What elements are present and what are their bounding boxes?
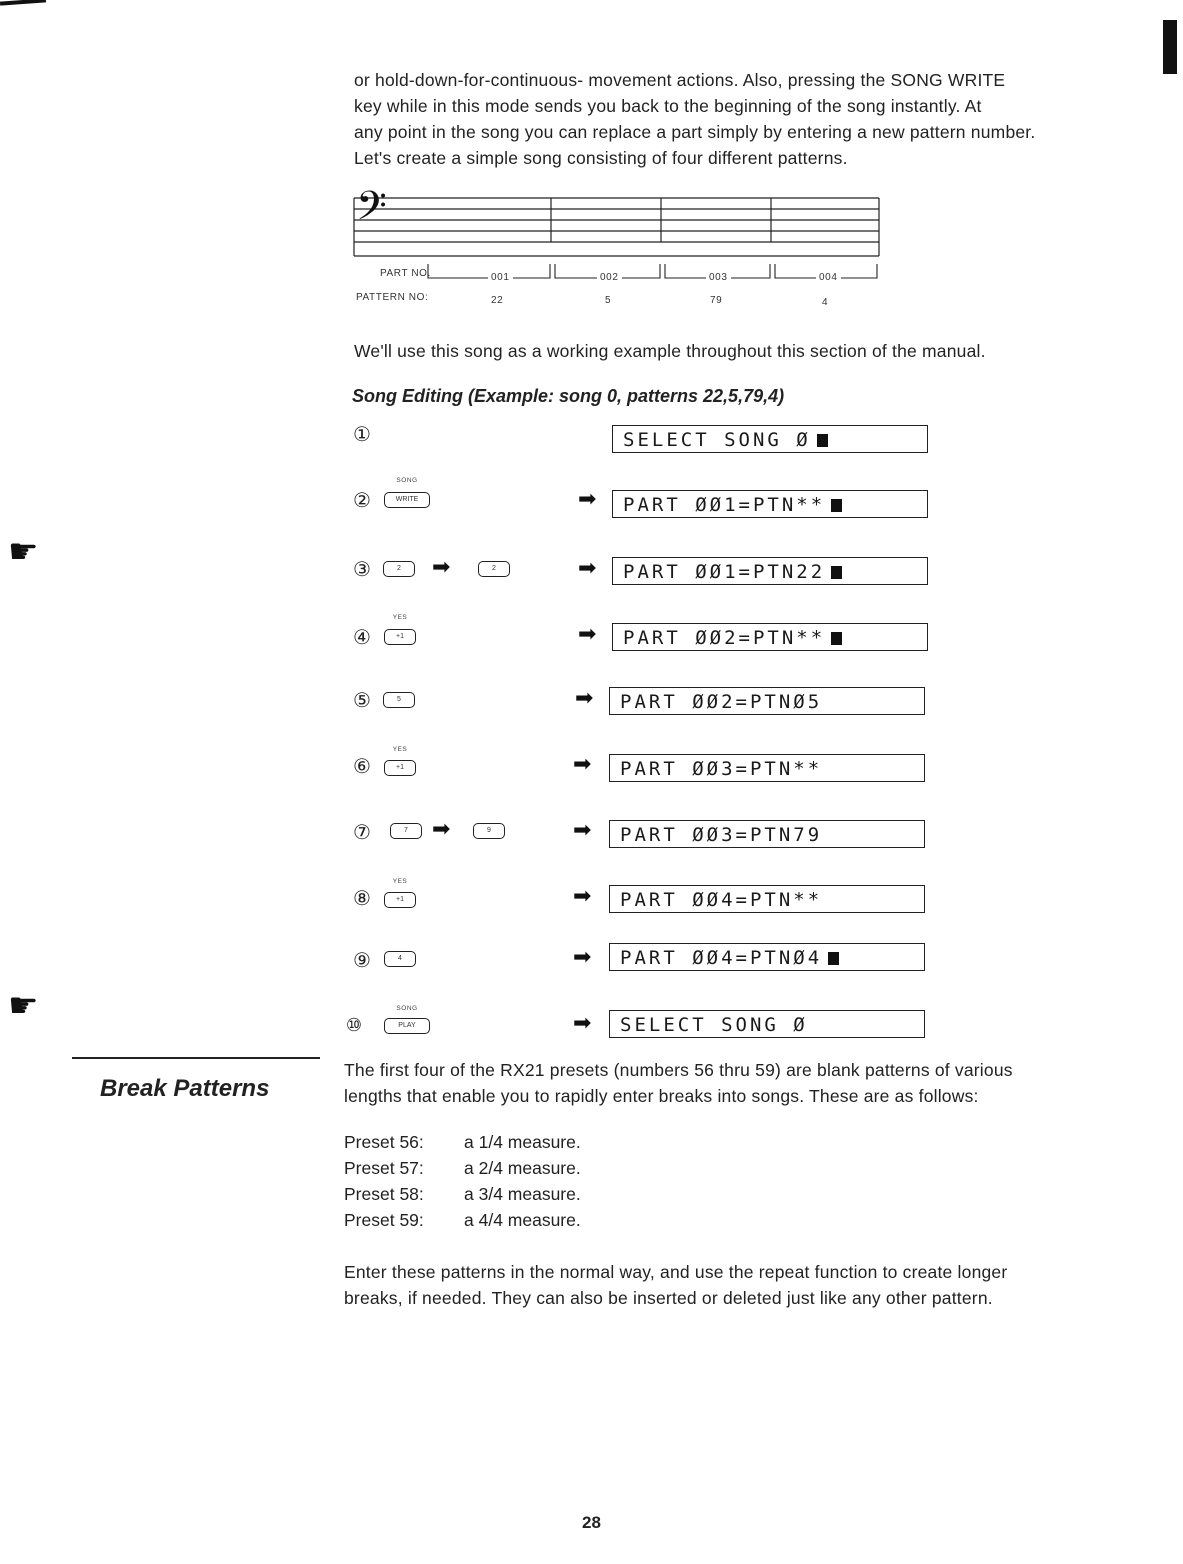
preset-name: Preset 59: <box>344 1210 424 1230</box>
key-caption: YES <box>392 614 408 621</box>
lcd-display <box>609 687 925 715</box>
step-number: ② <box>353 488 371 512</box>
preset-list <box>344 1129 581 1233</box>
text-line: Enter these patterns in the normal way, and use the repeat function to create longer <box>344 1262 1008 1282</box>
list-item <box>344 1207 581 1233</box>
part-number: 004 <box>816 272 841 283</box>
text-line: Let's create a simple song consisting of four different patterns. <box>354 148 848 168</box>
cursor-block-icon <box>817 434 828 447</box>
lcd-text: PART ØØ4=PTNØ4 <box>620 947 823 969</box>
number-key-5[interactable]: 5 <box>383 692 415 708</box>
song-play-key[interactable]: PLAY <box>384 1018 430 1034</box>
heavy-right-arrow-icon: ➡ <box>575 686 594 711</box>
pattern-number: 22 <box>491 295 504 306</box>
preset-name: Preset 57: <box>344 1158 424 1178</box>
step-number: ⑨ <box>353 948 371 972</box>
heavy-right-arrow-icon: ➡ <box>432 555 451 580</box>
yes-plus-one-key[interactable]: +1 <box>384 760 416 776</box>
lcd-display <box>609 820 925 848</box>
number-key-9[interactable]: 9 <box>473 823 505 839</box>
lcd-display <box>609 885 925 913</box>
step-number: ① <box>353 422 371 446</box>
preset-desc: a 2/4 measure. <box>464 1158 581 1178</box>
closing-paragraph <box>344 1259 1114 1311</box>
text-line: lengths that enable you to rapidly enter breaks into songs. These are as follows: <box>344 1086 979 1106</box>
song-write-key[interactable]: WRITE <box>384 492 430 508</box>
lcd-text: PART ØØ2=PTN** <box>623 627 826 649</box>
cursor-block-icon <box>831 566 842 579</box>
scan-corner-mark <box>0 0 46 6</box>
yes-plus-one-key[interactable]: +1 <box>384 629 416 645</box>
pattern-no-label: PATTERN NO: <box>356 292 429 303</box>
step-number: ③ <box>353 557 371 581</box>
step-number: ⑤ <box>353 688 371 712</box>
heavy-right-arrow-icon: ➡ <box>573 945 592 970</box>
lcd-text: PART ØØ2=PTNØ5 <box>620 691 823 713</box>
text-line: breaks, if needed. They can also be inserted or deleted just like any other pattern. <box>344 1288 993 1308</box>
preset-desc: a 3/4 measure. <box>464 1184 581 1204</box>
step-number: ⑦ <box>353 820 371 844</box>
lcd-display <box>609 1010 925 1038</box>
break-paragraph <box>344 1057 1114 1109</box>
heavy-right-arrow-icon: ➡ <box>573 884 592 909</box>
pattern-number: 79 <box>710 295 723 306</box>
lcd-text: PART ØØ3=PTN79 <box>620 824 823 846</box>
text-line: any point in the song you can replace a part simply by entering a new pattern number. <box>354 122 1036 142</box>
cursor-block-icon <box>828 952 839 965</box>
yes-plus-one-key[interactable]: +1 <box>384 892 416 908</box>
lcd-text: PART ØØ3=PTN** <box>620 758 823 780</box>
list-item <box>344 1129 581 1155</box>
lcd-display <box>609 754 925 782</box>
preset-desc: a 4/4 measure. <box>464 1210 581 1230</box>
part-number: 001 <box>488 272 513 283</box>
heavy-right-arrow-icon: ➡ <box>578 556 597 581</box>
number-key-2[interactable]: 2 <box>383 561 415 577</box>
pattern-number: 5 <box>605 295 612 306</box>
page-number: 28 <box>582 1513 601 1532</box>
edge-tab-mark <box>1163 20 1177 74</box>
lcd-display <box>609 943 925 971</box>
key-caption: YES <box>392 878 408 885</box>
hand-pointer-icon: ☛ <box>8 986 39 1026</box>
key-caption: SONG <box>396 477 418 484</box>
number-key-7[interactable]: 7 <box>390 823 422 839</box>
step-number: ⑩ <box>345 1015 363 1036</box>
cursor-block-icon <box>831 632 842 645</box>
list-item <box>344 1181 581 1207</box>
hand-pointer-icon: ☛ <box>8 532 39 572</box>
lcd-text: PART ØØ1=PTN22 <box>623 561 826 583</box>
lcd-display <box>612 623 928 651</box>
part-number: 002 <box>597 272 622 283</box>
step-number: ⑥ <box>353 754 371 778</box>
staff-diagram <box>350 190 890 315</box>
lcd-text: SELECT SONG Ø <box>620 1014 808 1036</box>
intro-paragraph <box>354 67 1114 171</box>
part-no-label: PART NO. <box>380 268 431 279</box>
key-caption: SONG <box>396 1005 418 1012</box>
key-caption: YES <box>392 746 408 753</box>
lcd-display <box>612 490 928 518</box>
step-number: ⑧ <box>353 886 371 910</box>
text-line: The first four of the RX21 presets (numbers 56 thru 59) are blank patterns of various <box>344 1060 1013 1080</box>
heavy-right-arrow-icon: ➡ <box>573 818 592 843</box>
lcd-text: SELECT SONG Ø <box>623 429 811 451</box>
pattern-number: 4 <box>822 297 829 308</box>
text-line: or hold-down-for-continuous- movement actions. Also, pressing the SONG WRITE <box>354 70 1006 90</box>
lcd-text: PART ØØ4=PTN** <box>620 889 823 911</box>
lcd-display <box>612 425 928 453</box>
heavy-right-arrow-icon: ➡ <box>578 622 597 647</box>
example-note: We'll use this song as a working example throughout this section of the manual. <box>354 341 986 361</box>
part-number: 003 <box>706 272 731 283</box>
heavy-right-arrow-icon: ➡ <box>578 487 597 512</box>
heavy-right-arrow-icon: ➡ <box>432 817 451 842</box>
heavy-right-arrow-icon: ➡ <box>573 1011 592 1036</box>
number-key-2[interactable]: 2 <box>478 561 510 577</box>
text-line: key while in this mode sends you back to the beginning of the song instantly. At <box>354 96 982 116</box>
section-divider <box>72 1057 320 1059</box>
list-item <box>344 1155 581 1181</box>
cursor-block-icon <box>831 499 842 512</box>
preset-desc: a 1/4 measure. <box>464 1132 581 1152</box>
number-key-4[interactable]: 4 <box>384 951 416 967</box>
preset-name: Preset 58: <box>344 1184 424 1204</box>
section-heading-song-editing: Song Editing (Example: song 0, patterns 22,5,79,4) <box>352 386 785 406</box>
heavy-right-arrow-icon: ➡ <box>573 752 592 777</box>
preset-name: Preset 56: <box>344 1132 424 1152</box>
bass-clef-icon: 𝄢 <box>356 183 387 239</box>
step-number: ④ <box>353 625 371 649</box>
lcd-text: PART ØØ1=PTN** <box>623 494 826 516</box>
lcd-display <box>612 557 928 585</box>
side-heading-break-patterns: Break Patterns <box>100 1075 270 1102</box>
